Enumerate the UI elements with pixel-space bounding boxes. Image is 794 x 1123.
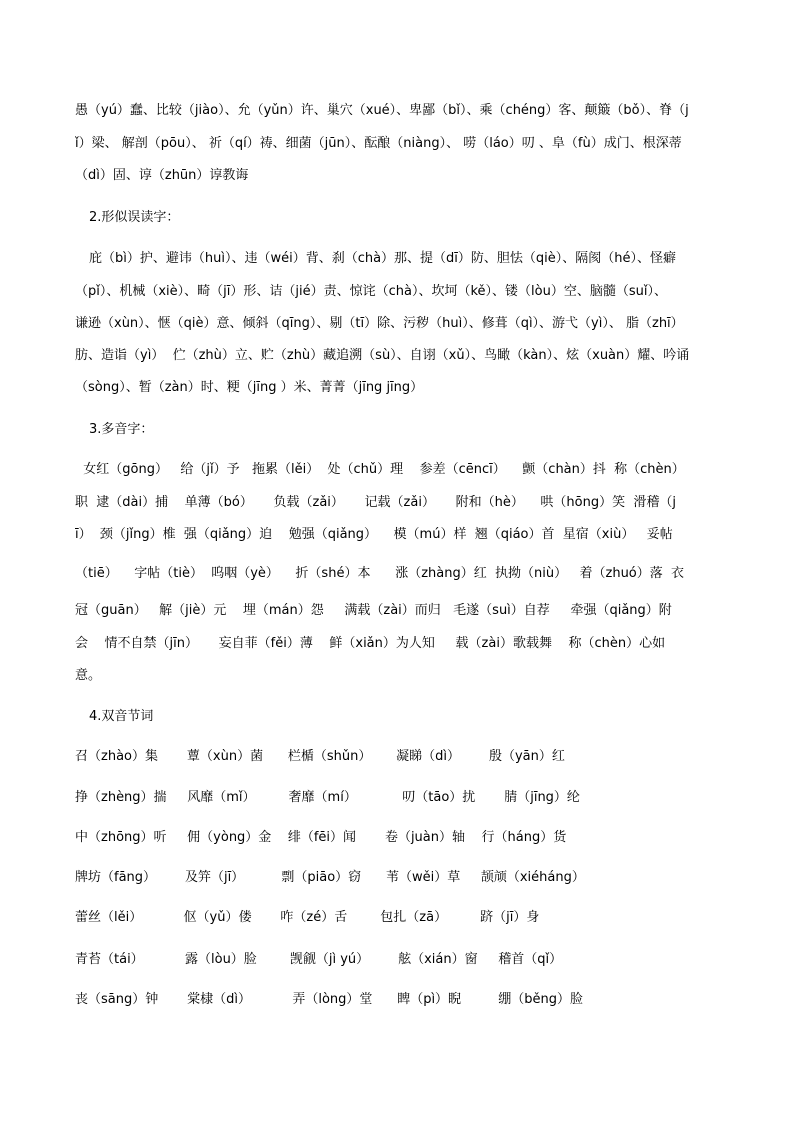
section-heading: 2.形似误读字： [89, 210, 180, 225]
text-line: 职 逮（dài）捕 单薄（bó） 负载（zǎi） 记载（zǎi） 附和（hè） 哄（hōng）笑 滑稽（j [75, 495, 676, 510]
text-line: （sòng）、暂（zàn）时、粳（jīng ）米、菁菁（jīng jīng） [75, 380, 424, 395]
section-heading: 3.多音字： [89, 422, 154, 437]
text-line: （dì）固、谆（zhūn）谆教诲 [75, 168, 249, 183]
text-line: 意。 [75, 668, 102, 683]
text-line: 肪、造诣（yì） 伫（zhù）立、贮（zhù）藏追溯（sù）、自诩（xǔ）、鸟瞰（kàn）、炫（xuàn）耀、吟诵 [75, 348, 690, 363]
section-heading: 4.双音节词 [89, 709, 154, 724]
text-line: 丧（sāng）钟 棠棣（dì） 弄（lòng）堂 睥（pì）睨 绷（běng）脸 [75, 992, 583, 1007]
text-line: （tiē） 字帖（tiè） 呜咽（yè） 折（shé）本 涨（zhàng）红 执拗（niù） 着（zhuó）落 衣 [75, 566, 685, 581]
text-line: ī） 颈（jǐng）椎 强（qiǎng）迫 勉强（qiǎng） 模（mú）样 翘（qiáo）首 星宿（xiù） 妥帖 [75, 527, 673, 542]
text-line: 召（zhào）集 蕈（xùn）菌 栏楯（shǔn） 凝睇（dì） 殷（yān）红 [75, 749, 565, 764]
text-line: 青苔（tái） 露（lòu）脸 觊觎（jì yú） 舷（xián）窗 稽首（qǐ） [75, 952, 563, 967]
text-line: 女红（gōng） 给（jǐ）予 拖累（lěi） 处（chǔ）理 参差（cēncī） 颤（chàn）抖 称（chèn） [75, 462, 685, 477]
text-line: ǐ）梁、 解剖（pōu）、 祈（qí）祷、细菌（jūn）、酝酿（niàng）、 唠（láo）叨 、阜（fù）成门、根深蒂 [75, 136, 682, 151]
text-line: 牌坊（fāng） 及笄（jī） 剽（piāo）窃 苇（wěi）草 颉颃（xiéháng） [75, 870, 585, 885]
text-line: 冠（guān） 解（jiè）元 埋（mán）怨 满载（zài）而归 毛遂（suì）自荐 牵强（qiǎng）附 [75, 603, 672, 618]
text-line: 愚（yú）蠢、比较（jiào）、允（yǔn）许、巢穴（xué）、卑鄙（bǐ）、乘（chéng）客、颠簸（bǒ）、脊（j [75, 103, 689, 118]
text-line: 挣（zhèng）揣 风靡（mǐ） 奢靡（mí） 叨（tāo）扰 腈（jīng）纶 [75, 790, 580, 805]
text-line: 庇（bì）护、避讳（huì）、违（wéi）背、刹（chà）那、提（dī）防、胆怯（qiè）、隔阂（hé）、怪癖 [89, 251, 677, 266]
text-line: （pǐ）、机械（xiè）、畸（jī）形、诘（jié）责、惊诧（chà）、坎坷（kě）、镂（lòu）空、脑髓（suǐ）、 [75, 284, 667, 299]
text-line: 中（zhōng）听 佣（yòng）金 绯（fēi）闻 卷（juàn）轴 行（háng）货 [75, 830, 567, 845]
text-line: 会 情不自禁（jīn） 妄自菲（fěi）薄 鲜（xiǎn）为人知 载（zài）歌载舞 称（chèn）心如 [75, 636, 666, 651]
text-line: 谦逊（xùn）、惬（qiè）意、倾斜（qīng）、剔（tī）除、污秽（huì）、修葺（qì）、游弋（yì）、 脂（zhī） [75, 316, 684, 331]
text-line: 蕾丝（lěi） 伛（yǔ）偻 咋（zé）舌 包扎（zā） 跻（jī）身 [75, 910, 540, 925]
